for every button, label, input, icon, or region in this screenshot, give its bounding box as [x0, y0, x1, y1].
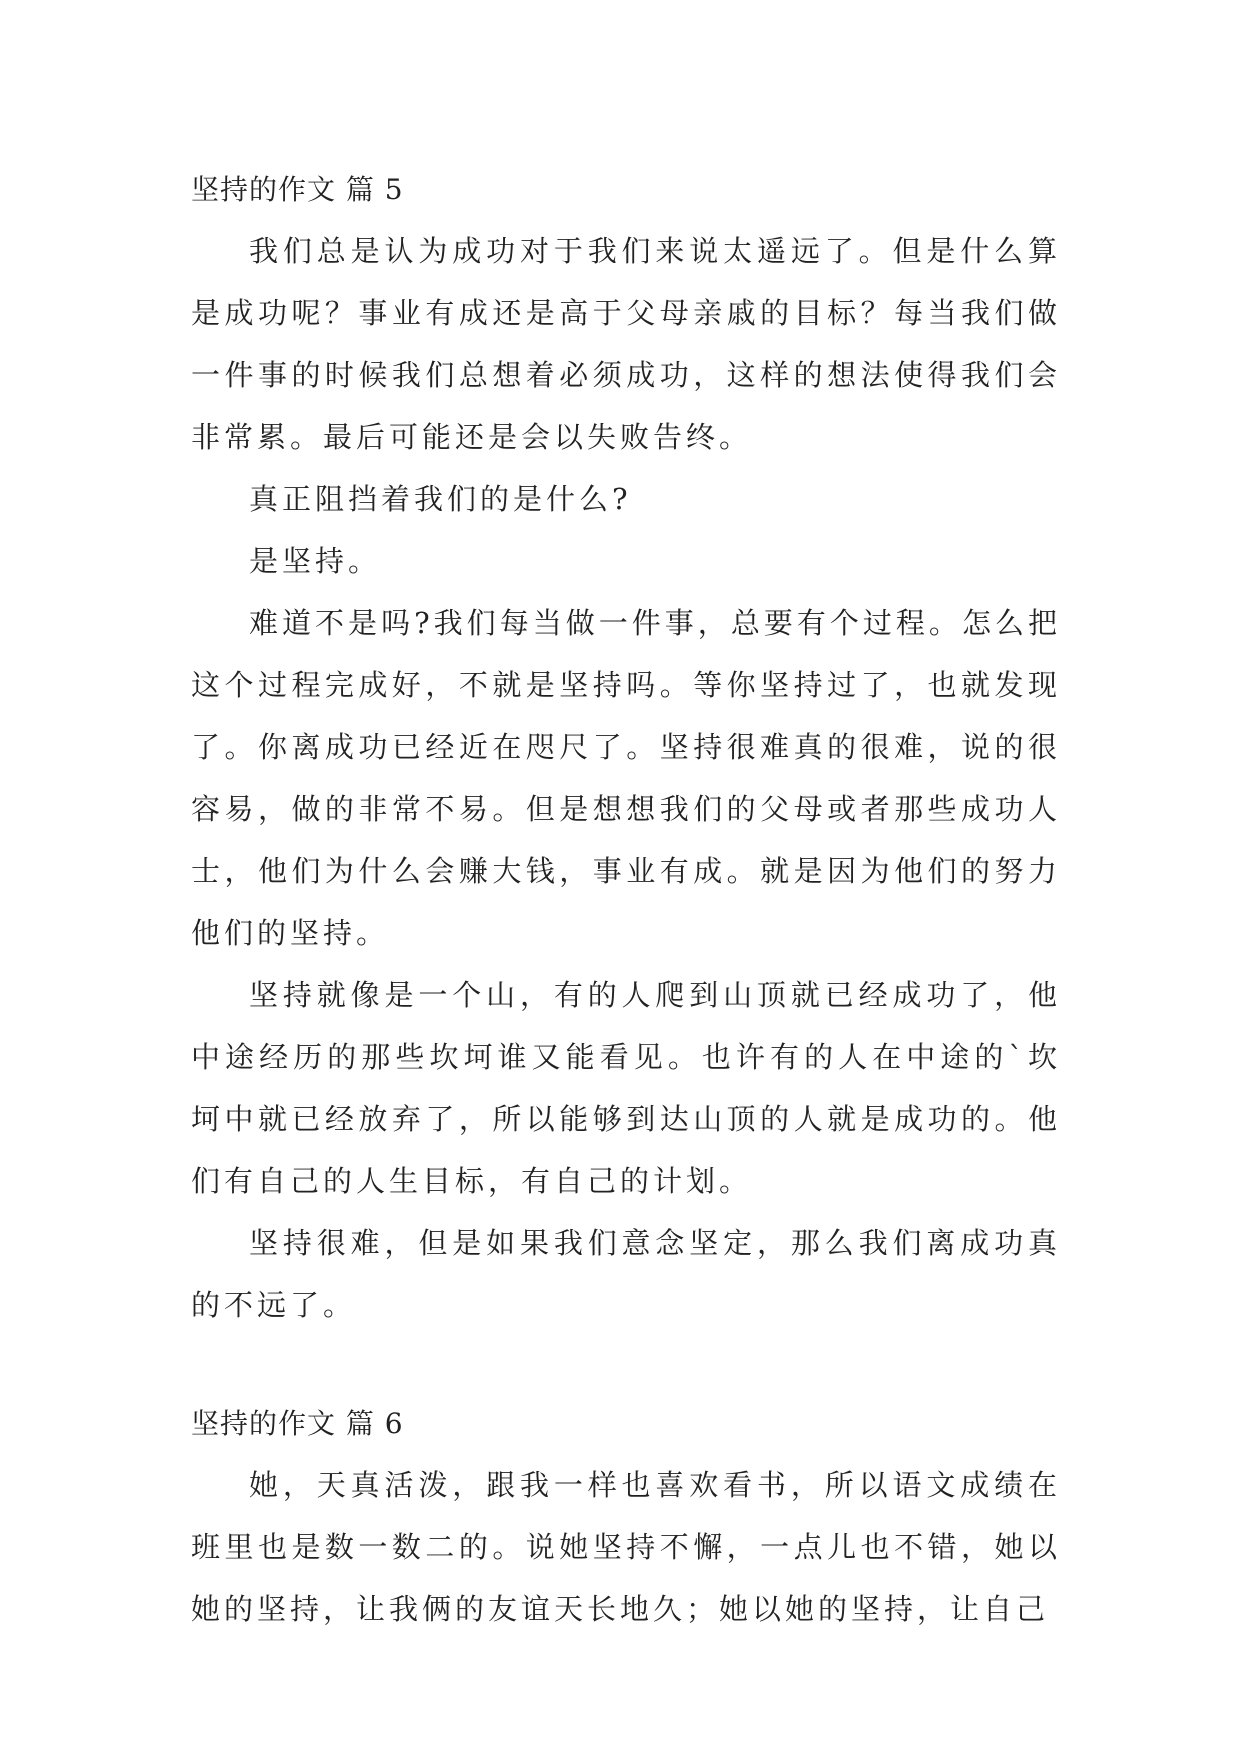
section-heading: 坚持的作文 篇 6 [191, 1407, 404, 1440]
document-body [191, 160, 1061, 1640]
section-heading: 坚持的作文 篇 5 [191, 173, 404, 206]
paragraph: 坚持就像是一个山，有的人爬到山顶就已经成功了，他中途经历的那些坎坷谁又能看见。也许有的人在中途的`坎坷中就已经放弃了，所以能够到达山顶的人就是成功的。他们有自己的人生目标，有自己的计划。 [191, 978, 1061, 1198]
paragraph: 真正阻挡着我们的是什么? [249, 482, 632, 516]
paragraph: 我们总是认为成功对于我们来说太遥远了。但是什么算是成功呢？事业有成还是高于父母亲戚的目标？每当我们做一件事的时候我们总想着必须成功，这样的想法使得我们会非常累。最后可能还是会以失败告终。 [191, 234, 1061, 454]
section-spacer [191, 1336, 1061, 1394]
paragraph: 是坚持。 [249, 544, 382, 578]
paragraph: 她，天真活泼，跟我一样也喜欢看书，所以语文成绩在班里也是数一数二的。说她坚持不懈，一点儿也不错，她以她的坚持，让我俩的友谊天长地久；她以她的坚持，让自己 [191, 1468, 1061, 1626]
paragraph: 难道不是吗?我们每当做一件事，总要有个过程。怎么把这个过程完成好，不就是坚持吗。等你坚持过了，也就发现了。你离成功已经近在咫尺了。坚持很难真的很难，说的很容易，做的非常不易。但是想想我们的父母或者那些成功人士，他们为什么会赚大钱，事业有成。就是因为他们的努力他们的坚持。 [191, 606, 1061, 950]
paragraph: 坚持很难，但是如果我们意念坚定，那么我们离成功真的不远了。 [191, 1226, 1061, 1322]
